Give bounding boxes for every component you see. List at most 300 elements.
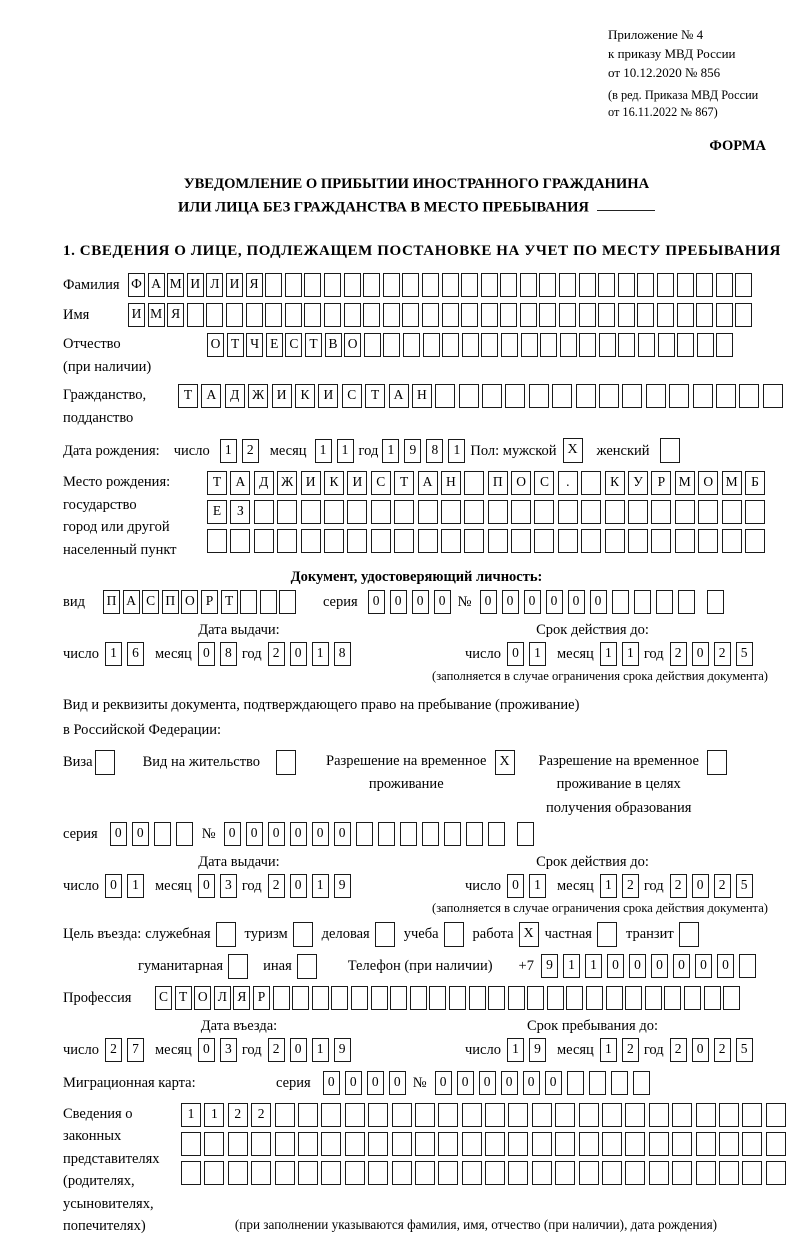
char-cell[interactable] [722, 500, 742, 524]
char-cell[interactable]: 3 [220, 874, 237, 898]
char-cell[interactable] [658, 333, 675, 357]
char-cell[interactable] [442, 333, 459, 357]
char-cell[interactable]: 1 [337, 439, 354, 463]
char-cell[interactable] [321, 1132, 341, 1156]
char-cell[interactable] [285, 273, 302, 297]
char-cell[interactable] [628, 529, 648, 553]
char-cell[interactable] [739, 954, 756, 978]
char-cell[interactable]: 2 [714, 874, 731, 898]
char-cell[interactable]: А [230, 471, 250, 495]
char-cell[interactable] [345, 1161, 365, 1185]
char-cell[interactable] [742, 1103, 762, 1127]
char-cell[interactable] [602, 1161, 622, 1185]
char-cell[interactable]: И [272, 384, 292, 408]
char-cell[interactable]: 1 [529, 874, 546, 898]
char-cell[interactable] [469, 986, 486, 1010]
char-cell[interactable] [228, 1132, 248, 1156]
char-cell[interactable] [532, 1132, 552, 1156]
char-cell[interactable]: 0 [479, 1071, 496, 1095]
char-cell[interactable] [716, 303, 733, 327]
char-cell[interactable]: О [207, 333, 224, 357]
char-cell[interactable] [392, 1132, 412, 1156]
char-cell[interactable] [461, 303, 478, 327]
char-cell[interactable]: 0 [435, 1071, 452, 1095]
char-cell[interactable]: Д [225, 384, 245, 408]
char-cell[interactable]: . [558, 471, 578, 495]
char-cell[interactable] [344, 303, 361, 327]
char-cell[interactable]: 9 [541, 954, 558, 978]
char-cell[interactable] [345, 1132, 365, 1156]
char-cell[interactable] [719, 1132, 739, 1156]
char-cell[interactable]: 0 [246, 822, 263, 846]
char-cell[interactable] [739, 384, 759, 408]
purpose-study-checkbox[interactable] [444, 922, 464, 947]
char-cell[interactable]: 2 [105, 1038, 122, 1062]
char-cell[interactable]: А [123, 590, 140, 614]
char-cell[interactable] [649, 1132, 669, 1156]
char-cell[interactable] [766, 1132, 786, 1156]
char-cell[interactable]: 0 [290, 822, 307, 846]
char-cell[interactable]: Т [305, 333, 322, 357]
char-cell[interactable]: 1 [600, 642, 617, 666]
char-cell[interactable] [312, 986, 329, 1010]
char-cell[interactable]: С [285, 333, 302, 357]
char-cell[interactable] [400, 822, 417, 846]
char-cell[interactable] [651, 500, 671, 524]
char-cell[interactable]: 0 [290, 1038, 307, 1062]
char-cell[interactable]: 0 [523, 1071, 540, 1095]
purpose-other-checkbox[interactable] [297, 954, 317, 979]
char-cell[interactable] [555, 1161, 575, 1185]
char-cell[interactable]: 1 [181, 1103, 201, 1127]
char-cell[interactable] [441, 500, 461, 524]
char-cell[interactable] [677, 303, 694, 327]
char-cell[interactable]: Я [233, 986, 250, 1010]
char-cell[interactable] [637, 303, 654, 327]
char-cell[interactable] [500, 303, 517, 327]
char-cell[interactable]: 0 [717, 954, 734, 978]
char-cell[interactable] [716, 333, 733, 357]
char-cell[interactable] [505, 384, 525, 408]
char-cell[interactable] [745, 529, 765, 553]
char-cell[interactable] [345, 1103, 365, 1127]
char-cell[interactable]: А [418, 471, 438, 495]
char-cell[interactable] [559, 273, 576, 297]
char-cell[interactable]: 1 [585, 954, 602, 978]
char-cell[interactable]: К [295, 384, 315, 408]
char-cell[interactable] [672, 1103, 692, 1127]
char-cell[interactable] [520, 303, 537, 327]
char-cell[interactable] [625, 986, 642, 1010]
char-cell[interactable]: 0 [434, 590, 451, 614]
char-cell[interactable] [532, 1103, 552, 1127]
char-cell[interactable]: 0 [224, 822, 241, 846]
char-cell[interactable] [723, 986, 740, 1010]
char-cell[interactable] [449, 986, 466, 1010]
char-cell[interactable] [669, 384, 689, 408]
char-cell[interactable] [485, 1161, 505, 1185]
char-cell[interactable] [402, 273, 419, 297]
purpose-humanitarian-checkbox[interactable] [228, 954, 248, 979]
char-cell[interactable] [618, 333, 635, 357]
char-cell[interactable] [598, 273, 615, 297]
char-cell[interactable] [637, 273, 654, 297]
char-cell[interactable] [206, 303, 223, 327]
char-cell[interactable]: 0 [480, 590, 497, 614]
char-cell[interactable] [579, 303, 596, 327]
char-cell[interactable]: 1 [312, 874, 329, 898]
char-cell[interactable] [716, 273, 733, 297]
char-cell[interactable] [441, 529, 461, 553]
char-cell[interactable] [415, 1132, 435, 1156]
char-cell[interactable] [649, 1161, 669, 1185]
char-cell[interactable] [532, 1161, 552, 1185]
char-cell[interactable]: У [628, 471, 648, 495]
char-cell[interactable] [321, 1161, 341, 1185]
char-cell[interactable] [442, 273, 459, 297]
char-cell[interactable]: С [342, 384, 362, 408]
char-cell[interactable]: Ж [248, 384, 268, 408]
char-cell[interactable] [719, 1103, 739, 1127]
char-cell[interactable] [464, 500, 484, 524]
char-cell[interactable] [442, 303, 459, 327]
char-cell[interactable]: 0 [546, 590, 563, 614]
char-cell[interactable] [423, 333, 440, 357]
temp-residence-checkbox[interactable]: X [495, 750, 515, 775]
char-cell[interactable]: Ж [277, 471, 297, 495]
char-cell[interactable] [745, 500, 765, 524]
char-cell[interactable]: 0 [367, 1071, 384, 1095]
char-cell[interactable]: Р [651, 471, 671, 495]
char-cell[interactable] [415, 1161, 435, 1185]
char-cell[interactable] [602, 1132, 622, 1156]
char-cell[interactable] [324, 303, 341, 327]
char-cell[interactable] [677, 333, 694, 357]
char-cell[interactable] [589, 1071, 606, 1095]
char-cell[interactable]: 7 [127, 1038, 144, 1062]
char-cell[interactable]: 1 [220, 439, 237, 463]
char-cell[interactable] [364, 333, 381, 357]
char-cell[interactable] [696, 1132, 716, 1156]
char-cell[interactable] [418, 500, 438, 524]
char-cell[interactable] [435, 384, 455, 408]
char-cell[interactable]: И [128, 303, 145, 327]
char-cell[interactable] [625, 1161, 645, 1185]
char-cell[interactable]: 2 [268, 642, 285, 666]
char-cell[interactable]: Л [214, 986, 231, 1010]
char-cell[interactable]: П [162, 590, 179, 614]
purpose-business-checkbox[interactable] [375, 922, 395, 947]
char-cell[interactable] [251, 1132, 271, 1156]
char-cell[interactable] [304, 273, 321, 297]
char-cell[interactable]: П [103, 590, 120, 614]
char-cell[interactable] [204, 1132, 224, 1156]
char-cell[interactable]: И [187, 273, 204, 297]
char-cell[interactable] [581, 500, 601, 524]
char-cell[interactable]: 0 [290, 642, 307, 666]
char-cell[interactable] [675, 500, 695, 524]
char-cell[interactable] [371, 500, 391, 524]
char-cell[interactable] [500, 273, 517, 297]
char-cell[interactable] [228, 1161, 248, 1185]
char-cell[interactable] [618, 273, 635, 297]
char-cell[interactable] [187, 303, 204, 327]
char-cell[interactable]: 0 [198, 874, 215, 898]
char-cell[interactable] [438, 1132, 458, 1156]
char-cell[interactable]: М [675, 471, 695, 495]
char-cell[interactable] [555, 1103, 575, 1127]
char-cell[interactable] [657, 303, 674, 327]
char-cell[interactable] [742, 1132, 762, 1156]
char-cell[interactable] [462, 333, 479, 357]
char-cell[interactable] [371, 986, 388, 1010]
char-cell[interactable] [581, 529, 601, 553]
char-cell[interactable]: 1 [127, 874, 144, 898]
char-cell[interactable]: 0 [334, 822, 351, 846]
char-cell[interactable] [482, 384, 502, 408]
char-cell[interactable]: 0 [651, 954, 668, 978]
char-cell[interactable]: 1 [382, 439, 399, 463]
char-cell[interactable]: 0 [290, 874, 307, 898]
char-cell[interactable]: 0 [673, 954, 690, 978]
char-cell[interactable]: 0 [501, 1071, 518, 1095]
char-cell[interactable] [394, 529, 414, 553]
char-cell[interactable]: 0 [368, 590, 385, 614]
char-cell[interactable] [678, 590, 695, 614]
char-cell[interactable] [547, 986, 564, 1010]
char-cell[interactable] [742, 1161, 762, 1185]
char-cell[interactable]: 0 [110, 822, 127, 846]
char-cell[interactable]: О [698, 471, 718, 495]
char-cell[interactable]: 1 [529, 642, 546, 666]
char-cell[interactable] [331, 986, 348, 1010]
char-cell[interactable] [696, 273, 713, 297]
char-cell[interactable]: 0 [412, 590, 429, 614]
char-cell[interactable]: Т [365, 384, 385, 408]
char-cell[interactable]: 8 [334, 642, 351, 666]
char-cell[interactable] [464, 529, 484, 553]
char-cell[interactable] [634, 590, 651, 614]
char-cell[interactable] [410, 986, 427, 1010]
char-cell[interactable] [481, 303, 498, 327]
char-cell[interactable] [371, 529, 391, 553]
char-cell[interactable] [462, 1103, 482, 1127]
char-cell[interactable] [260, 590, 277, 614]
char-cell[interactable] [766, 1103, 786, 1127]
char-cell[interactable]: 1 [105, 642, 122, 666]
char-cell[interactable] [735, 303, 752, 327]
char-cell[interactable]: С [371, 471, 391, 495]
char-cell[interactable]: 5 [736, 874, 753, 898]
char-cell[interactable] [275, 1103, 295, 1127]
char-cell[interactable] [552, 384, 572, 408]
char-cell[interactable]: 8 [220, 642, 237, 666]
char-cell[interactable]: 0 [105, 874, 122, 898]
char-cell[interactable]: Т [175, 986, 192, 1010]
char-cell[interactable]: Т [221, 590, 238, 614]
char-cell[interactable]: М [167, 273, 184, 297]
char-cell[interactable] [254, 529, 274, 553]
char-cell[interactable] [347, 529, 367, 553]
char-cell[interactable] [657, 273, 674, 297]
char-cell[interactable] [488, 529, 508, 553]
char-cell[interactable]: 2 [622, 874, 639, 898]
char-cell[interactable]: И [226, 273, 243, 297]
char-cell[interactable] [521, 333, 538, 357]
char-cell[interactable] [766, 1161, 786, 1185]
char-cell[interactable] [579, 1161, 599, 1185]
char-cell[interactable] [462, 1161, 482, 1185]
char-cell[interactable]: Л [206, 273, 223, 297]
char-cell[interactable] [508, 986, 525, 1010]
char-cell[interactable] [394, 500, 414, 524]
char-cell[interactable]: 5 [736, 1038, 753, 1062]
char-cell[interactable]: 0 [502, 590, 519, 614]
char-cell[interactable]: 0 [323, 1071, 340, 1095]
residence-permit-checkbox[interactable] [276, 750, 296, 775]
char-cell[interactable] [612, 590, 629, 614]
char-cell[interactable] [649, 1103, 669, 1127]
char-cell[interactable] [230, 529, 250, 553]
char-cell[interactable] [444, 822, 461, 846]
char-cell[interactable]: 1 [312, 642, 329, 666]
char-cell[interactable] [347, 500, 367, 524]
char-cell[interactable] [579, 273, 596, 297]
char-cell[interactable]: Ч [246, 333, 263, 357]
char-cell[interactable]: О [511, 471, 531, 495]
char-cell[interactable] [501, 333, 518, 357]
char-cell[interactable] [321, 1103, 341, 1127]
char-cell[interactable] [651, 529, 671, 553]
char-cell[interactable] [625, 1103, 645, 1127]
char-cell[interactable] [704, 986, 721, 1010]
sex-female-checkbox[interactable] [660, 438, 680, 463]
char-cell[interactable] [598, 303, 615, 327]
char-cell[interactable] [599, 333, 616, 357]
visa-checkbox[interactable] [95, 750, 115, 775]
char-cell[interactable] [539, 303, 556, 327]
char-cell[interactable]: 0 [692, 874, 709, 898]
char-cell[interactable]: А [201, 384, 221, 408]
char-cell[interactable]: 0 [198, 642, 215, 666]
char-cell[interactable] [298, 1132, 318, 1156]
char-cell[interactable]: 3 [220, 1038, 237, 1062]
char-cell[interactable]: 8 [426, 439, 443, 463]
char-cell[interactable]: 1 [312, 1038, 329, 1062]
char-cell[interactable]: 2 [714, 1038, 731, 1062]
char-cell[interactable] [226, 303, 243, 327]
char-cell[interactable] [481, 273, 498, 297]
char-cell[interactable] [368, 1103, 388, 1127]
char-cell[interactable]: В [325, 333, 342, 357]
char-cell[interactable]: О [194, 986, 211, 1010]
char-cell[interactable] [204, 1161, 224, 1185]
char-cell[interactable]: 0 [524, 590, 541, 614]
char-cell[interactable]: 9 [334, 874, 351, 898]
char-cell[interactable] [481, 333, 498, 357]
char-cell[interactable]: 1 [448, 439, 465, 463]
char-cell[interactable]: М [722, 471, 742, 495]
char-cell[interactable] [707, 590, 724, 614]
char-cell[interactable] [735, 273, 752, 297]
char-cell[interactable]: И [318, 384, 338, 408]
char-cell[interactable]: Н [441, 471, 461, 495]
char-cell[interactable] [485, 1103, 505, 1127]
char-cell[interactable] [438, 1161, 458, 1185]
char-cell[interactable] [605, 529, 625, 553]
purpose-official-checkbox[interactable] [216, 922, 236, 947]
char-cell[interactable]: Д [254, 471, 274, 495]
char-cell[interactable]: 2 [268, 874, 285, 898]
char-cell[interactable]: З [230, 500, 250, 524]
char-cell[interactable]: Е [266, 333, 283, 357]
char-cell[interactable] [176, 822, 193, 846]
char-cell[interactable]: 0 [607, 954, 624, 978]
char-cell[interactable] [622, 384, 642, 408]
char-cell[interactable]: 1 [622, 642, 639, 666]
purpose-tourism-checkbox[interactable] [293, 922, 313, 947]
char-cell[interactable]: 2 [268, 1038, 285, 1062]
char-cell[interactable] [606, 986, 623, 1010]
char-cell[interactable] [675, 529, 695, 553]
char-cell[interactable] [383, 303, 400, 327]
char-cell[interactable] [558, 500, 578, 524]
char-cell[interactable] [298, 1103, 318, 1127]
char-cell[interactable]: С [142, 590, 159, 614]
char-cell[interactable] [560, 333, 577, 357]
char-cell[interactable] [719, 1161, 739, 1185]
purpose-transit-checkbox[interactable] [679, 922, 699, 947]
char-cell[interactable]: П [488, 471, 508, 495]
char-cell[interactable] [611, 1071, 628, 1095]
char-cell[interactable] [646, 384, 666, 408]
char-cell[interactable] [579, 1103, 599, 1127]
char-cell[interactable] [207, 529, 227, 553]
char-cell[interactable]: 0 [692, 642, 709, 666]
char-cell[interactable] [672, 1161, 692, 1185]
char-cell[interactable]: 0 [132, 822, 149, 846]
char-cell[interactable] [684, 986, 701, 1010]
char-cell[interactable]: О [181, 590, 198, 614]
char-cell[interactable]: 0 [568, 590, 585, 614]
char-cell[interactable] [540, 333, 557, 357]
char-cell[interactable] [461, 273, 478, 297]
char-cell[interactable] [579, 333, 596, 357]
char-cell[interactable] [527, 986, 544, 1010]
char-cell[interactable] [464, 471, 484, 495]
char-cell[interactable] [508, 1103, 528, 1127]
char-cell[interactable]: 1 [600, 874, 617, 898]
char-cell[interactable] [534, 529, 554, 553]
temp-residence-edu-checkbox[interactable] [707, 750, 727, 775]
char-cell[interactable]: 0 [312, 822, 329, 846]
char-cell[interactable] [392, 1161, 412, 1185]
char-cell[interactable] [265, 303, 282, 327]
char-cell[interactable]: 0 [390, 590, 407, 614]
purpose-private-checkbox[interactable] [597, 922, 617, 947]
char-cell[interactable] [599, 384, 619, 408]
title-blank-underline[interactable] [597, 196, 655, 212]
char-cell[interactable] [566, 986, 583, 1010]
char-cell[interactable] [488, 500, 508, 524]
char-cell[interactable]: 2 [670, 1038, 687, 1062]
char-cell[interactable]: 0 [695, 954, 712, 978]
char-cell[interactable] [466, 822, 483, 846]
char-cell[interactable]: 2 [714, 642, 731, 666]
char-cell[interactable]: О [344, 333, 361, 357]
char-cell[interactable] [558, 529, 578, 553]
char-cell[interactable]: М [148, 303, 165, 327]
